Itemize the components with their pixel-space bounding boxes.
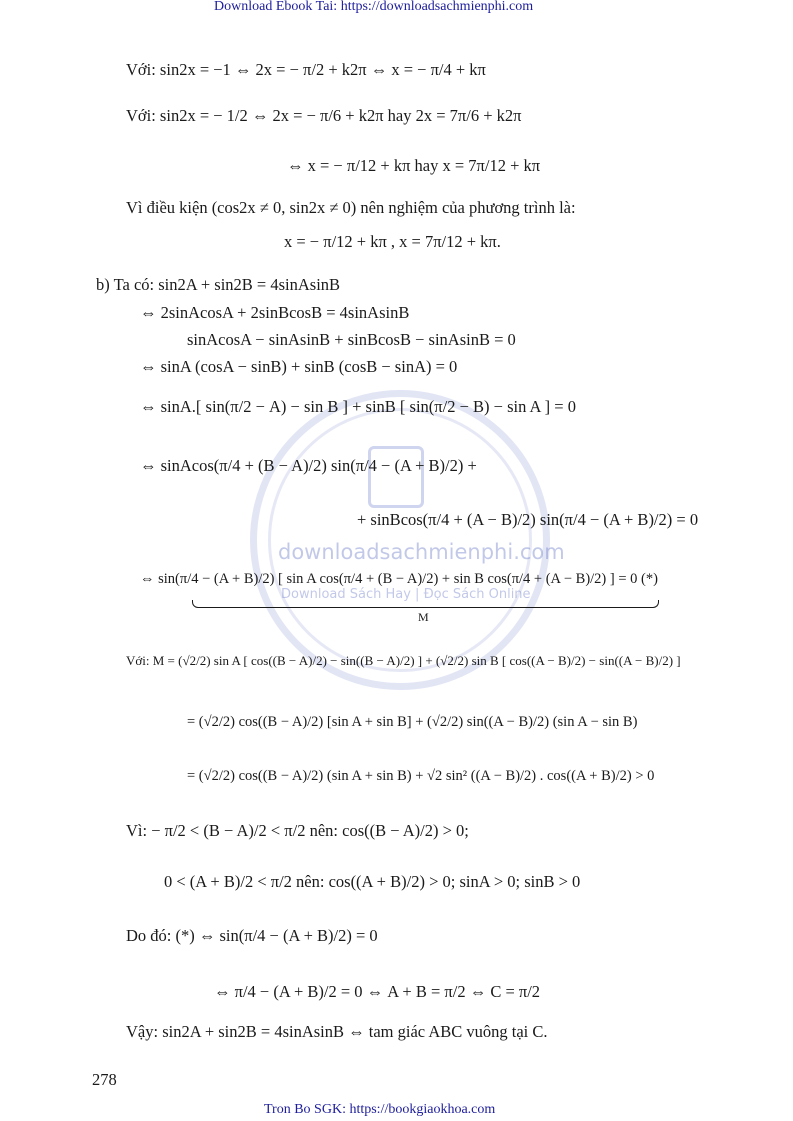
watermark-tagline: Download Sách Hay | Đọc Sách Online: [281, 587, 531, 602]
line-15: Với: M = (√2/2) sin A [ cos((B − A)/2) − sin((B − A)/2) ] + (√2/2) sin B [ cos((A − B)/2) − sin((A − B)/2) ]: [126, 653, 681, 668]
line-10: ⇔ sinA.[ sin(π/2 − A) − sin B ] + sinB [ sin(π/2 − B) − sin A ] = 0: [140, 397, 576, 416]
page-number: 278: [92, 1070, 117, 1089]
header-download-link[interactable]: Download Ebook Tai: https://downloadsachmienphi.com: [214, 0, 534, 14]
line-6: b) Ta có: sin2A + sin2B = 4sinAsinB: [96, 275, 341, 294]
line-7: ⇔ 2sinAcosA + 2sinBcosB = 4sinAsinB: [140, 303, 410, 322]
line-3: ⇔ x = − π/12 + kπ hay x = 7π/12 + kπ: [287, 156, 541, 175]
line-21: ⇔ π/4 − (A + B)/2 = 0 ⇔ A + B = π/2 ⇔ C = π/2: [214, 982, 541, 1001]
line-22: Vậy: sin2A + sin2B = 4sinAsinB ⇔ tam giác ABC vuông tại C.: [126, 1022, 548, 1041]
underbrace: [192, 600, 659, 608]
footer-link[interactable]: Tron Bo SGK: https://bookgiaokhoa.com: [264, 1102, 496, 1117]
line-9: ⇔ sinA (cosA − sinB) + sinB (cosB − sinA) = 0: [140, 357, 458, 376]
line-13: ⇔ sin(π/4 − (A + B)/2) [ sin A cos(π/4 + (B − A)/2) + sin B cos(π/4 + (A − B)/2) ] = 0 (*): [140, 571, 658, 587]
line-2: Với: sin2x = − 1/2 ⇔ 2x = − π/6 + k2π hay 2x = 7π/6 + k2π: [126, 106, 522, 125]
line-11: ⇔ sinAcos(π/4 + (B − A)/2) sin(π/4 − (A + B)/2) +: [140, 456, 477, 475]
line-1: Với: sin2x = −1 ⇔ 2x = − π/2 + k2π ⇔ x = − π/4 + kπ: [126, 60, 486, 79]
watermark-site: downloadsachmienphi.com: [278, 540, 565, 564]
underbrace-label: M: [418, 610, 429, 624]
line-4: Vì điều kiện (cos2x ≠ 0, sin2x ≠ 0) nên nghiệm của phương trình là:: [126, 198, 576, 217]
line-20: Do đó: (*) ⇔ sin(π/4 − (A + B)/2) = 0: [126, 926, 378, 945]
line-8: sinAcosA − sinAsinB + sinBcosB − sinAsinB = 0: [187, 330, 516, 349]
line-17: = (√2/2) cos((B − A)/2) (sin A + sin B) + √2 sin² ((A − B)/2) . cos((A + B)/2) > 0: [187, 768, 655, 784]
line-16: = (√2/2) cos((B − A)/2) [sin A + sin B] + (√2/2) sin((A − B)/2) (sin A − sin B): [187, 714, 638, 730]
line-19: 0 < (A + B)/2 < π/2 nên: cos((A + B)/2) > 0; sinA > 0; sinB > 0: [164, 872, 581, 891]
line-12: + sinBcos(π/4 + (A − B)/2) sin(π/4 − (A + B)/2) = 0: [357, 510, 699, 529]
line-5: x = − π/12 + kπ , x = 7π/12 + kπ.: [284, 232, 501, 251]
line-18: Vì: − π/2 < (B − A)/2 < π/2 nên: cos((B − A)/2) > 0;: [126, 821, 469, 840]
